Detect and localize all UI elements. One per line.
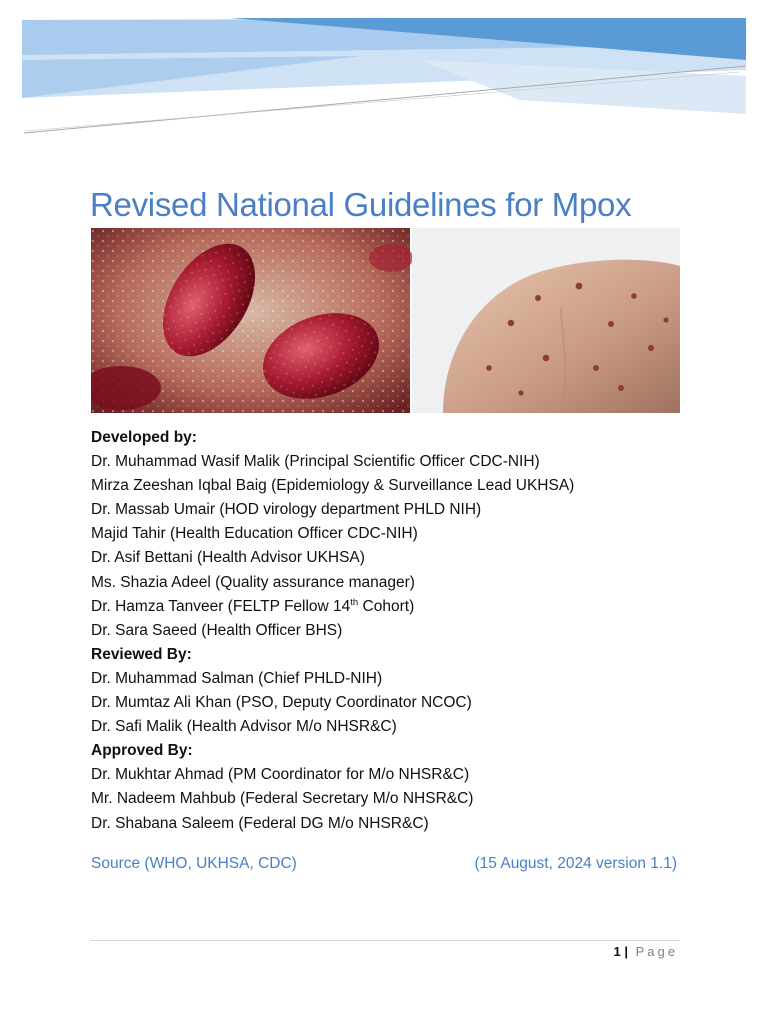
page-label: Page <box>635 944 678 959</box>
developer-name-part: Cohort) <box>358 597 415 615</box>
developer-name: Dr. Sara Saeed (Health Officer BHS) <box>91 621 343 639</box>
page-separator: | <box>624 944 628 959</box>
reviewer-name: Dr. Muhammad Salman (Chief PHLD-NIH) <box>91 669 383 687</box>
developer-name: Majid Tahir (Health Education Officer CDC-NIH) <box>91 525 418 543</box>
approved-by-heading: Approved By: <box>91 742 193 760</box>
developer-name <box>91 595 691 619</box>
page-footer <box>614 944 679 959</box>
virus-micrograph-image <box>91 228 413 413</box>
page-number: 1 <box>613 944 621 959</box>
credits-section <box>91 426 691 836</box>
developer-name: Dr. Massab Umair (HOD virology department PHLD NIH) <box>91 501 482 519</box>
version-note: (15 August, 2024 version 1.1) <box>474 855 677 872</box>
reviewer-name: Dr. Safi Malik (Health Advisor M/o NHSR&C) <box>91 718 397 736</box>
cover-images <box>91 228 680 413</box>
footer-divider <box>90 940 680 941</box>
header-banner <box>0 0 770 140</box>
approver-name: Dr. Mukhtar Ahmad (PM Coordinator for M/o NHSR&C) <box>91 766 470 784</box>
developer-name: Dr. Muhammad Wasif Malik (Principal Scientific Officer CDC-NIH) <box>91 453 540 471</box>
reviewed-by-heading: Reviewed By: <box>91 645 192 663</box>
skin-lesions-image <box>412 228 680 413</box>
developer-name-part: Dr. Hamza Tanveer (FELTP Fellow 14 <box>91 597 351 615</box>
developer-name: Dr. Asif Bettani (Health Advisor UKHSA) <box>91 549 365 567</box>
approver-name: Dr. Shabana Saleem (Federal DG M/o NHSR&C) <box>91 814 429 832</box>
page-title: Revised National Guidelines for Mpox <box>90 186 632 223</box>
ordinal-suffix: th <box>350 596 359 608</box>
developer-name: Mirza Zeeshan Iqbal Baig (Epidemiology & Surveillance Lead UKHSA) <box>91 477 575 495</box>
source-note: Source (WHO, UKHSA, CDC) <box>91 855 297 872</box>
reviewer-name: Dr. Mumtaz Ali Khan (PSO, Deputy Coordinator NCOC) <box>91 694 472 712</box>
approver-name: Mr. Nadeem Mahbub (Federal Secretary M/o NHSR&C) <box>91 790 474 808</box>
developed-by-heading: Developed by: <box>91 429 197 446</box>
developer-name: Ms. Shazia Adeel (Quality assurance manager) <box>91 573 415 591</box>
